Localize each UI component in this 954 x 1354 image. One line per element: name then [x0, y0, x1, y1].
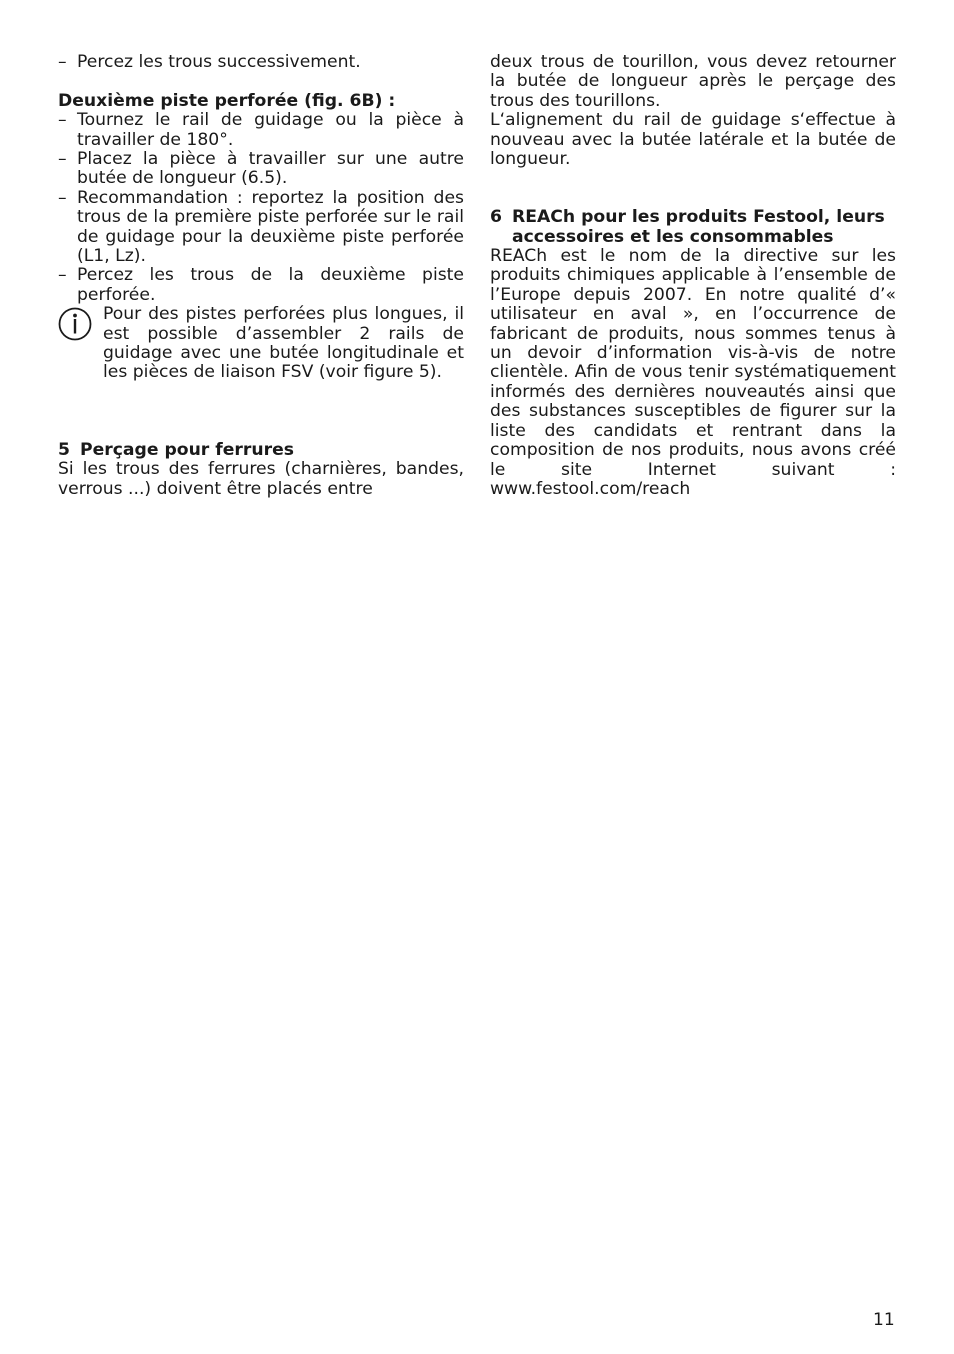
dash-marker: – [58, 52, 67, 72]
section-number: 6 [490, 207, 502, 228]
list-item [58, 266, 464, 305]
info-icon [58, 307, 92, 341]
section-5-text: Si les trous des ferrures (charnières, bandes, verrous ...) doivent être placés entre [58, 459, 464, 499]
section-5-heading [58, 441, 464, 460]
section-number: 5 [58, 440, 70, 461]
section-6-text: REACh est le nom de la directive sur les produits chimiques applicable à l’ensemble de l’Europe depuis 2007. En notre qualité d’« utilisateur en aval », en l’occurrence de fabricant de produits, nous sommes tenus à un devoir d’information vis-à-vis de notre clientèle. Afin de vous tenir systématiquement informés des dernières nouveautés ainsi que des substances susceptibles de figurer sur la liste des candidats et rentrant dans la composition de nos produits, nous avons créé le site Internet suivant : www.festool.com/reach [490, 246, 896, 499]
section-title: REACh pour les produits Festool, leurs accessoires et les consommables [512, 207, 885, 247]
drill-step-text: Percez les trous successivement. [77, 52, 361, 72]
page-number: 11 [873, 1310, 895, 1330]
dash-marker: – [58, 110, 67, 131]
right-column [490, 53, 896, 499]
info-note [58, 305, 464, 383]
list-item-text: Tournez le rail de guidage ou la pièce à travailler de 180°. [77, 110, 464, 150]
list-item [58, 189, 464, 267]
list-item [58, 111, 464, 150]
dash-marker: – [58, 265, 67, 286]
list-item-text: Placez la pièce à travailler sur une autre butée de longueur (6.5). [77, 149, 464, 189]
left-column [58, 53, 464, 499]
list-item-text: Percez les trous de la deuxième piste perforée. [77, 265, 464, 305]
continuation-paragraph: deux trous de tourillon, vous devez retourner la butée de longueur après le perçage des trous des tourillons. [490, 52, 896, 111]
note-text: Pour des pistes perforées plus longues, il est possible d’assembler 2 rails de guidage avec une butée longitudinale et les pièces de liaison FSV (voir figure 5). [103, 304, 464, 383]
list-item [58, 150, 464, 189]
list-item [58, 53, 464, 72]
dash-marker: – [58, 149, 67, 170]
alignment-paragraph: L‘alignement du rail de guidage s‘effectue à nouveau avec la butée latérale et la butée de longueur. [490, 110, 896, 170]
second-track-heading: Deuxième piste perforée (fig. 6B) : [58, 90, 396, 111]
dash-marker: – [58, 187, 67, 208]
section-title: Perçage pour ferrures [80, 440, 294, 461]
list-item-text: Recommandation : reportez la position des trous de la première piste perforée sur le rail de guidage pour la deuxième piste perforée (L1, Lz). [77, 187, 464, 267]
section-6-heading [490, 208, 896, 247]
